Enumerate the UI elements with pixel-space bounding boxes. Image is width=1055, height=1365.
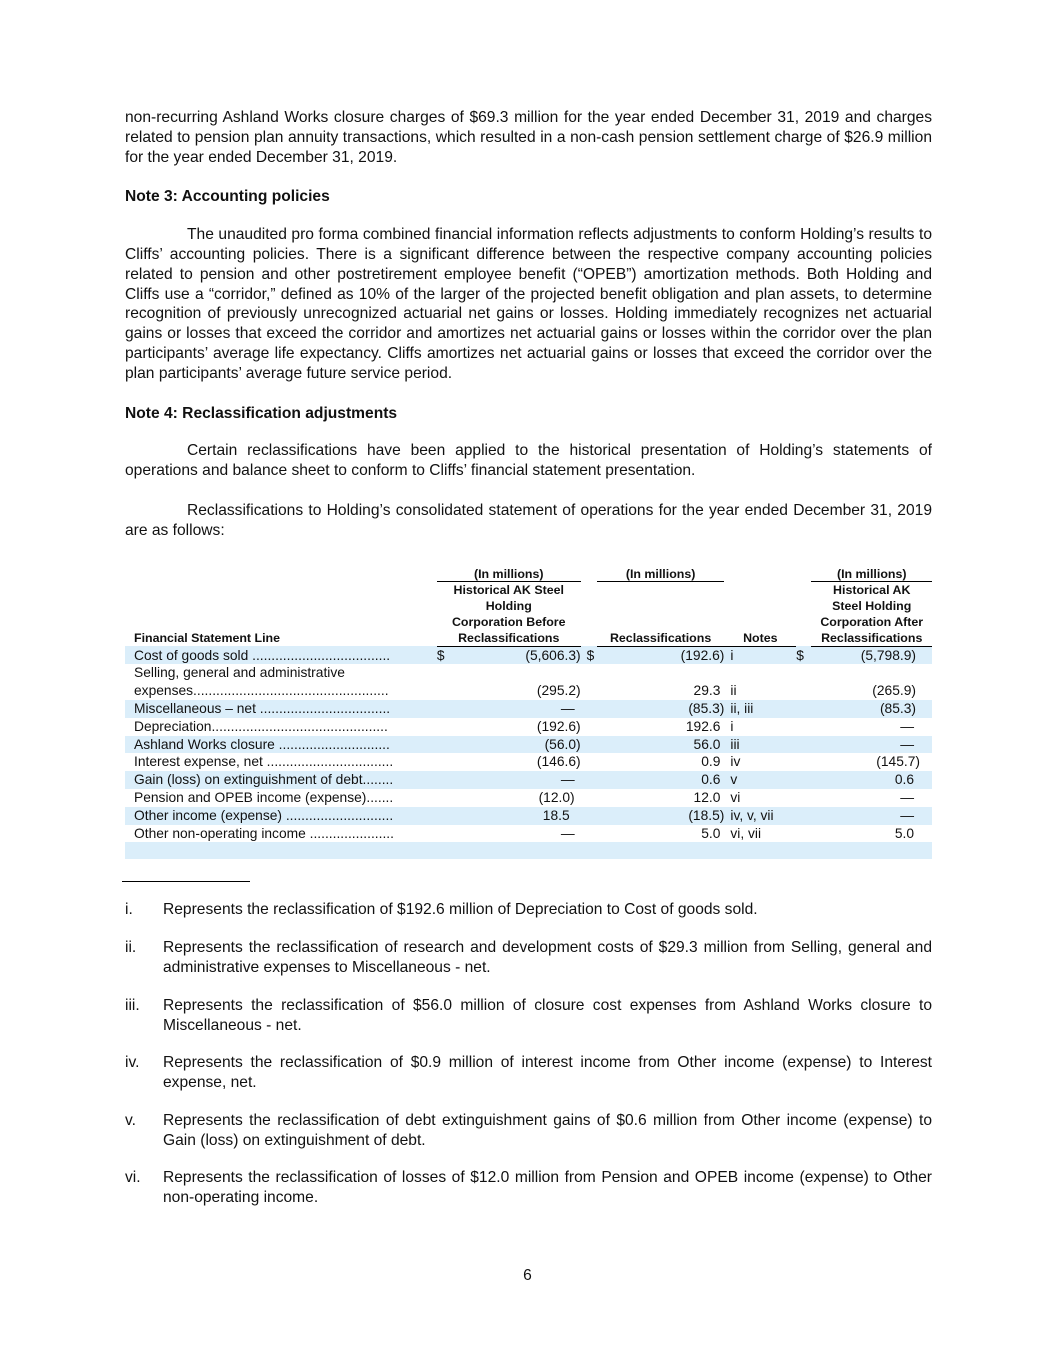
table-row: Ashland Works closure ............................. (56.0) 56.0 iii — xyxy=(125,736,932,754)
note4-paragraph-1: Certain reclassifications have been applied to the historical presentation of Holding’s statements of operations and balance sheet to conform to Cliffs’ financial statement presentation. xyxy=(125,442,932,480)
col-header-after: Historical AK Steel Holding Corporation After Reclassifications xyxy=(811,581,932,646)
table-row: Cost of goods sold .................................... $ (5,606.3) $ (192.6) i $ (5,798.9) xyxy=(125,646,932,664)
col-header-reclassifications: Reclassifications xyxy=(597,581,725,646)
footnote-item: ii. Represents the reclassification of research and development costs of $29.3 million from Selling, general and administrative expenses to Miscellaneous - net. xyxy=(125,939,932,976)
table-row: expenses................................................... (295.2) 29.3 ii (265.9) xyxy=(134,683,916,699)
footnote-item: i. Represents the reclassification of $192.6 million of Depreciation to Cost of goods sold. xyxy=(125,901,758,919)
note4-heading: Note 4: Reclassification adjustments xyxy=(125,404,398,422)
col-header-notes: Notes xyxy=(724,581,796,646)
table-row: Miscellaneous – net .................................. — (85.3) ii, iii (85.3) xyxy=(125,700,932,718)
footnote-item: vi. Represents the reclassification of losses of $12.0 million from Pension and OPEB income (expense) to Other non-operating income. xyxy=(125,1169,932,1207)
page-number: 6 xyxy=(523,1267,532,1284)
footnote-item: iv. Represents the reclassification of $0.9 million of interest income from Other income (expense) to Interest expense, net. xyxy=(125,1054,932,1092)
table-row: Selling, general and administrative xyxy=(134,665,345,681)
unit-label-after: (In millions) xyxy=(811,563,932,582)
table-row: Other income (expense) ............................ 18.5 (18.5) iv, v, vii — xyxy=(125,807,932,825)
note3-body: The unaudited pro forma combined financial information reflects adjustments to conform Holding’s results to Cliffs’ accounting policies. There is a significant difference between the respective company accounting policies related to pension and other postretirement employee benefit (“OPEB”) amortization methods. Both Holding and Cliffs use a “corridor,” defined as 10% of the larger of the projected benefit obligation and plan assets, to determine recognition of previously unrecognized actuarial net gains or losses. Holding immediately recognizes net actuarial gains or losses that exceed the corridor and amortizes net actuarial gains or losses within the corridor over the plan participants’ average life expectancy. Cliffs amortizes net actuarial gains or losses that exceed the corridor over the plan participants’ average future service period. xyxy=(125,226,932,382)
note3-heading: Note 3: Accounting policies xyxy=(125,188,330,206)
table-unit-header-row xyxy=(125,563,932,582)
unit-label-before: (In millions) xyxy=(437,563,581,582)
table-row: Other non-operating income ...................... — 5.0 vi, vii 5.0 xyxy=(134,825,914,841)
col-header-before: Historical AK Steel Holding Corporation Before Reclassifications xyxy=(437,581,581,646)
table-row: Pension and OPEB income (expense)....... (12.0) 12.0 vi — xyxy=(134,789,914,805)
col-header-line: Financial Statement Line xyxy=(134,631,280,646)
note4-paragraph-2: Reclassifications to Holding’s consolidated statement of operations for the year ended December 31, 2019 are as follows: xyxy=(125,501,932,539)
table-row: Depreciation.............................................. (192.6) 192.6 i — xyxy=(134,718,914,734)
table-column-header-row xyxy=(125,581,932,646)
intro-paragraph: non-recurring Ashland Works closure charges of $69.3 million for the year ended December 31, 2019 and charges related to pension plan annuity transactions, which resulted in a non-cash pension settlement charge of $26.9 million for the year ended December 31, 2019. xyxy=(125,109,932,166)
table-row: Gain (loss) on extinguishment of debt........ — 0.6 v 0.6 xyxy=(125,771,932,789)
reclassification-table xyxy=(125,563,932,860)
document-page xyxy=(125,108,932,1208)
table-row: Interest expense, net ................................. (146.6) 0.9 iv (145.7) xyxy=(134,754,920,770)
footnote-item: v. Represents the reclassification of debt extinguishment gains of $0.6 million from Other income (expense) to Gain (loss) on extinguishment of debt. xyxy=(125,1111,932,1149)
table-end-row xyxy=(125,842,932,859)
footnote-divider xyxy=(122,881,250,882)
unit-label-reclassifications: (In millions) xyxy=(597,563,725,582)
footnote-item: iii. Represents the reclassification of $56.0 million of closure cost expenses from Ashland Works closure to Miscellaneous - net. xyxy=(125,996,932,1034)
